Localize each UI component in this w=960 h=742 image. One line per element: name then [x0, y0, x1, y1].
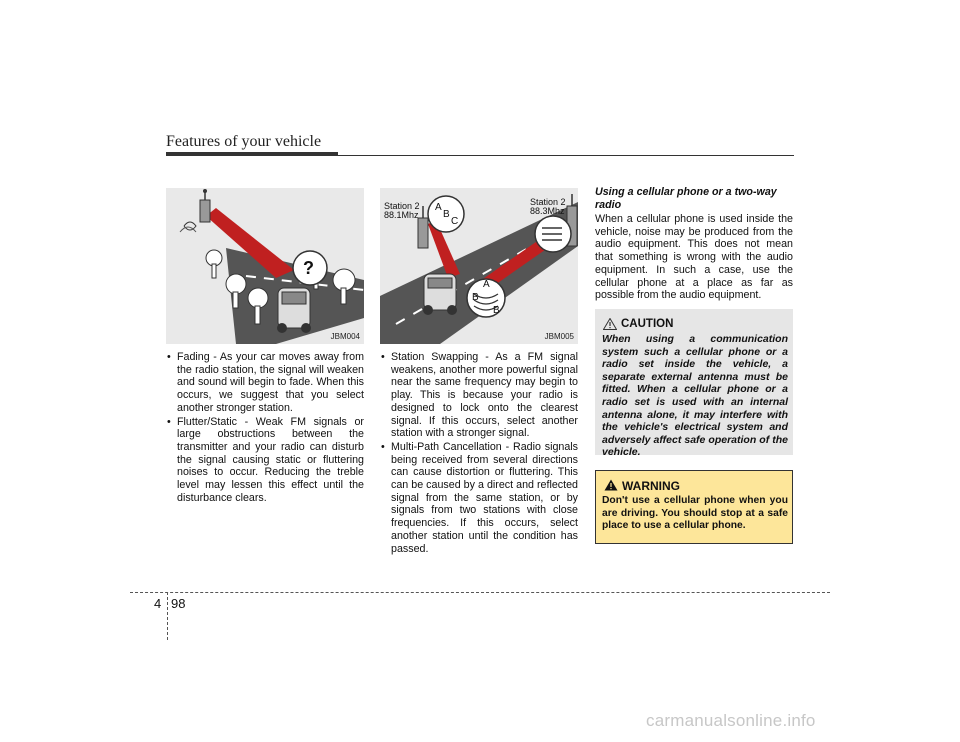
station-left-freq: 88.1Mhz	[384, 210, 419, 220]
station-right-name: Station 2	[530, 197, 566, 207]
letter-a-car: A	[483, 279, 490, 290]
bullet-station-swapping: • Station Swapping - As a FM signal weakens, another more powerful signal near the same frequency may begin to play. This is because your radio is designed to lock onto the clearest signal. If this occurs, select another station with a stronger signal.	[380, 351, 578, 440]
station-right-freq: 88.3Mhz	[530, 206, 565, 216]
station-right-label	[530, 198, 566, 216]
caution-title: CAUTION	[621, 318, 674, 330]
bullet-multipath: • Multi-Path Cancellation - Radio signals being received from several directions can cause distortion or fluttering. This can be caused by a direct and reflected signal from the same station, or by signals from two stations with close frequencies. If this occurs, select another station until the condition has passed.	[380, 441, 578, 555]
letter-a-top: A	[435, 202, 442, 213]
letter-b-car: B	[472, 292, 479, 303]
caution-box	[595, 309, 793, 459]
caution-triangle-icon	[603, 318, 617, 330]
letter-b2-car: B	[493, 305, 500, 316]
figure-fading	[166, 188, 364, 344]
watermark: carmanualsonline.info	[646, 711, 816, 730]
warning-text: Don't use a cellular phone when you are driving. You should stop at a safe place to use a cellular phone.	[602, 495, 788, 532]
figure-station-swapping	[380, 188, 578, 344]
bullet-flutter-static: • Flutter/Static - Weak FM signals or large obstructions between the transmitter and your radio can disturb the signal causing static or fluttering noises to occur. Reducing the treble level may lessen this effect until the disturbance clears.	[166, 416, 364, 505]
section-body-cellular: When a cellular phone is used inside the vehicle, noise may be produced from the audio equipment. This does not mean that something is wrong with the audio equipment. In such a case, use the cellular phone at a place as far as possible from the audio equipment.	[595, 213, 793, 302]
letter-b-top: B	[443, 209, 450, 220]
warning-box	[595, 470, 793, 544]
figure-code: JBM004	[330, 332, 360, 341]
fading-illustration	[166, 188, 364, 344]
footer-dashed-rule	[130, 592, 830, 593]
station-left-name: Station 2	[384, 201, 420, 211]
letter-c-top: C	[451, 216, 459, 227]
page-number: 98	[171, 596, 186, 611]
page-header-title: Features of your vehicle	[166, 133, 322, 150]
header-accent-bar	[166, 152, 338, 156]
warning-triangle-icon	[604, 479, 618, 491]
station-left-label	[384, 202, 420, 220]
header-rule	[338, 155, 794, 156]
chapter-number: 4	[154, 596, 162, 611]
figure-code: JBM005	[544, 332, 574, 341]
footer-dashed-divider	[167, 592, 168, 640]
question-mark: ?	[303, 258, 314, 278]
warning-title: WARNING	[622, 479, 680, 493]
column-2-text	[380, 351, 578, 556]
column-1-text	[166, 351, 364, 505]
section-heading-cellular: Using a cellular phone or a two-way radio	[595, 186, 777, 211]
bullet-fading: • Fading - As your car moves away from the radio station, the signal will weaken and sound will begin to fade. When this occurs, we suggest that you select another stronger station.	[166, 351, 364, 415]
caution-text: When using a communication system such a cellular phone or a radio set inside the vehicle, a separate external antenna must be fitted. When a cellular phone or a radio set is used with an internal antenna alone, it may interfere with the vehicle's electrical system and adversely affect safe operation of the vehicle.	[602, 333, 788, 459]
